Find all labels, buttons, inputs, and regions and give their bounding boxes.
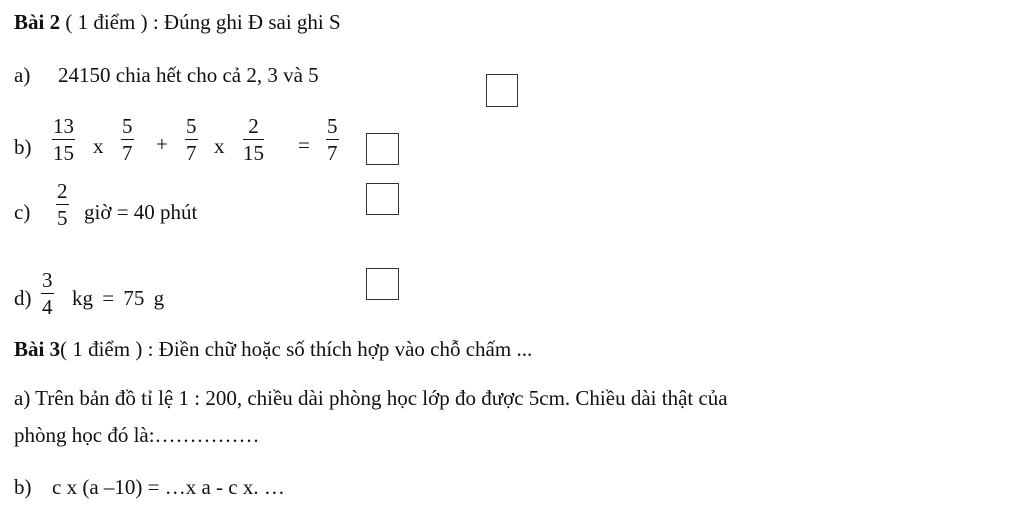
- item-b-multiply-sign: x: [93, 134, 104, 158]
- numerator: 2: [243, 116, 264, 140]
- denominator: 7: [186, 141, 197, 165]
- item-b-fraction-1: [52, 116, 75, 164]
- exercise-3-item-b-expression: c x (a –10) = …x a - c x. …: [52, 475, 285, 499]
- numerator: 5: [327, 114, 338, 138]
- exercise-3-instructions: ( 1 điểm ) : Điền chữ hoặc số thích hợp vào chỗ chấm ...: [60, 337, 533, 361]
- item-b-fraction-4: [243, 116, 264, 164]
- denominator: 4: [42, 295, 53, 319]
- exercise-3-title: Bài 3: [14, 337, 61, 361]
- item-c-statement: giờ = 40 phút: [84, 200, 198, 224]
- item-b-equals-sign: =: [298, 133, 310, 157]
- exercise-3-heading: [14, 339, 532, 360]
- denominator: 5: [57, 206, 68, 230]
- item-b-multiply-sign-2: x: [214, 134, 225, 158]
- answer-box-b[interactable]: [366, 133, 399, 165]
- numerator: 5: [122, 114, 133, 138]
- item-c-label: c): [14, 200, 31, 224]
- answer-box-c[interactable]: [366, 183, 399, 215]
- item-c-fraction: [56, 181, 69, 229]
- answer-box-a[interactable]: [486, 74, 518, 107]
- numerator: 5: [186, 114, 197, 138]
- item-b-plus-sign: +: [156, 132, 168, 156]
- exercise-3-item-a-line-2: phòng học đó là:……………: [14, 423, 260, 447]
- exercise-3-item-a-line-1: a) Trên bản đồ tỉ lệ 1 : 200, chiều dài phòng học lớp đo được 5cm. Chiều dài thật của: [14, 386, 728, 410]
- item-b-fraction-3: [185, 116, 198, 164]
- numerator: 3: [42, 268, 53, 292]
- item-b-label: b): [14, 135, 32, 159]
- numerator: 2: [57, 179, 68, 203]
- denominator: 15: [53, 141, 74, 165]
- item-d-label: d): [14, 286, 32, 310]
- exercise-2-instructions: ( 1 điểm ) : Đúng ghi Đ sai ghi S: [60, 10, 341, 34]
- answer-box-d[interactable]: [366, 268, 399, 300]
- exercise-2-heading: [14, 12, 341, 33]
- denominator: 7: [327, 141, 338, 165]
- exercise-3-item-b-label: b): [14, 475, 32, 499]
- denominator: 7: [122, 141, 133, 165]
- item-a-statement: 24150 chia hết cho cả 2, 3 và 5: [58, 63, 319, 87]
- item-b-fraction-result: [326, 116, 339, 164]
- item-d-fraction: [41, 270, 54, 318]
- item-b-fraction-2: [121, 116, 134, 164]
- numerator: 13: [53, 114, 74, 138]
- item-a-label: a): [14, 63, 31, 87]
- item-d-statement: kg = 75 g: [72, 286, 165, 310]
- exercise-2-title: Bài 2: [14, 10, 61, 34]
- denominator: 15: [243, 141, 264, 165]
